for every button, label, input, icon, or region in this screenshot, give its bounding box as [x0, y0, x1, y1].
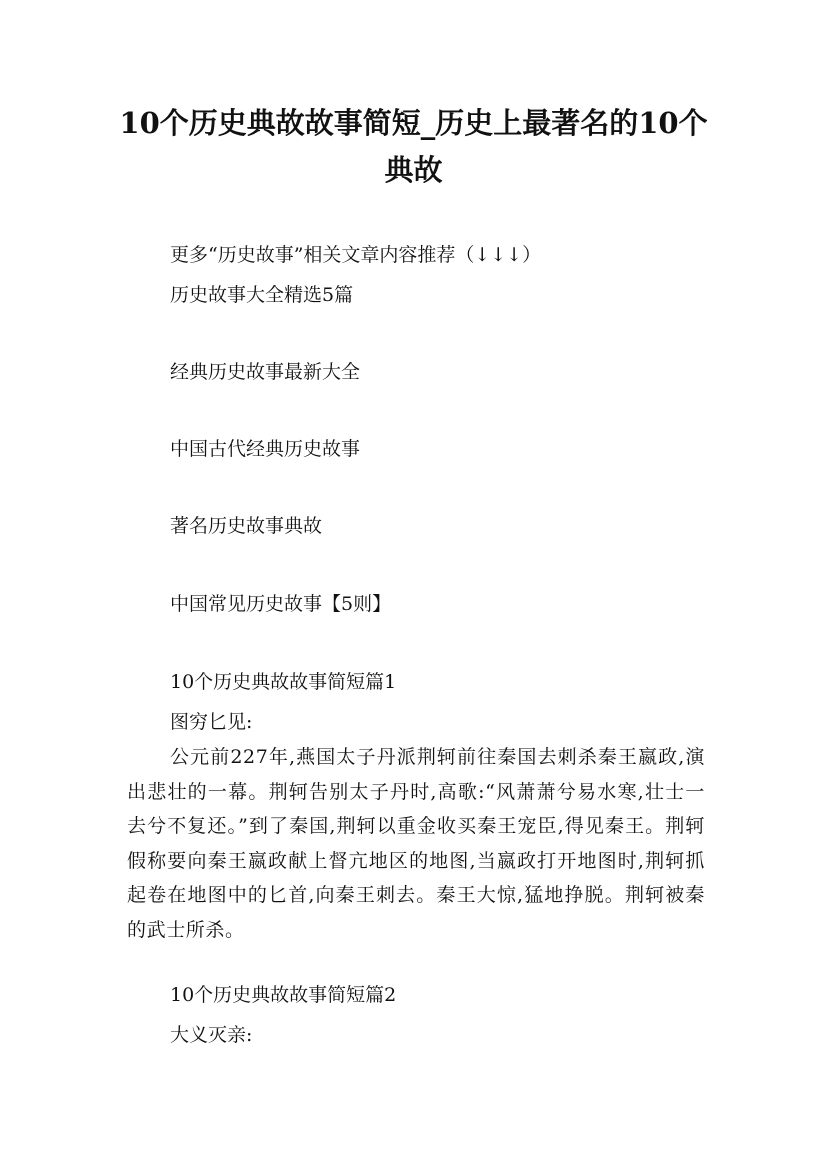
section-subtitle: 图穷匕见:	[170, 711, 253, 733]
related-article-link[interactable]: 中国常见历史故事【5则】	[170, 593, 392, 615]
section-subtitle: 大义灭亲:	[170, 1024, 253, 1046]
section-body: 公元前227年,燕国太子丹派荆轲前往秦国去刺杀秦王嬴政,演出悲壮的一幕。荆轲告别太子丹时,高歌:“风萧萧兮易水寒,壮士一去兮不复还。”到了秦国,荆轲以重金收买秦王宠臣,得见秦王。荆轲假称要向秦王嬴政献上督亢地区的地图,当嬴政打开地图时,荆轲抓起卷在地图中的匕首,向秦王刺去。秦王大惊,猛地挣脱。荆轲被秦的武士所杀。	[127, 746, 705, 941]
document-title: 10个历史典故故事简短_历史上最著名的10个典故	[119, 106, 708, 187]
recommend-line: 更多“历史故事”相关文章内容推荐（↓↓↓）	[170, 244, 542, 266]
related-article-link[interactable]: 历史故事大全精选5篇	[170, 284, 354, 306]
section-heading: 10个历史典故故事简短篇1	[170, 671, 397, 693]
related-article-link[interactable]: 中国古代经典历史故事	[170, 438, 361, 460]
related-article-link[interactable]: 经典历史故事最新大全	[170, 361, 361, 383]
section-heading: 10个历史典故故事简短篇2	[170, 984, 397, 1006]
related-article-link[interactable]: 著名历史故事典故	[170, 515, 323, 537]
